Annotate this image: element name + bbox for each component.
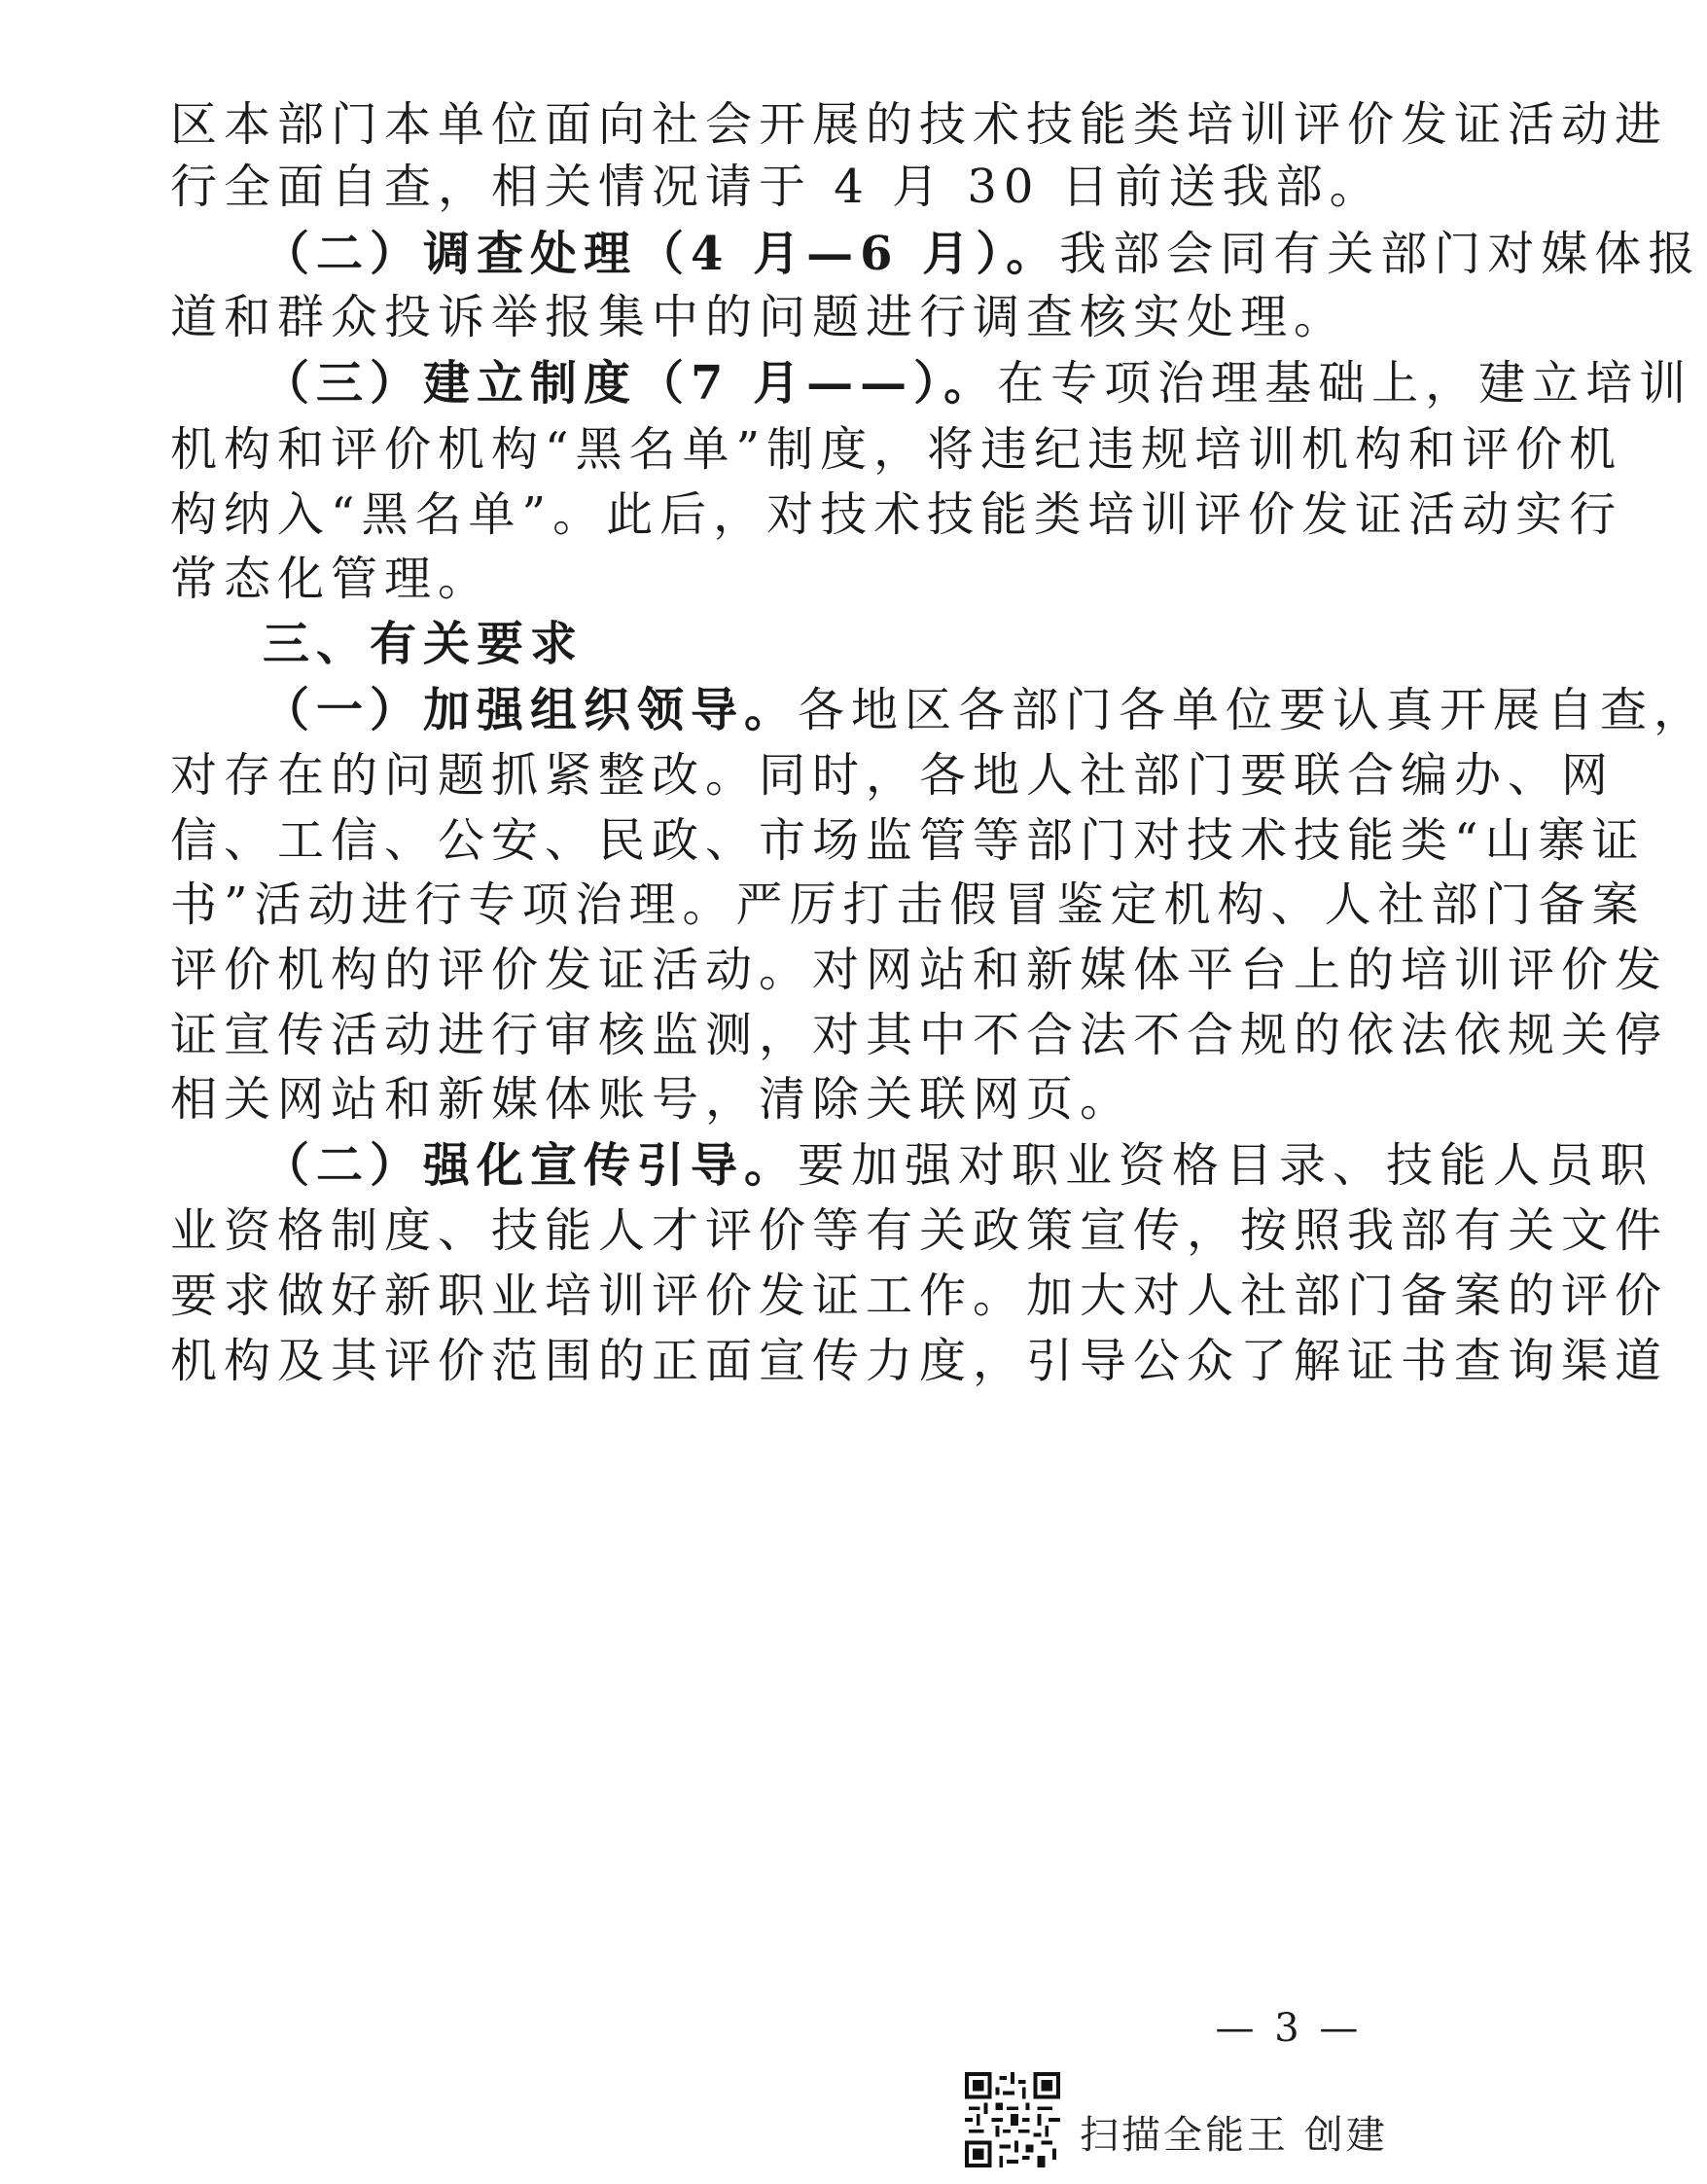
- paragraph-text: 各地区各部门各单位要认真开展自查，: [798, 683, 1707, 737]
- text-line: 构纳入“黑名单”。此后，对技术技能类培训评价发证活动实行: [170, 487, 1623, 542]
- text-line: 区本部门本单位面向社会开展的技术技能类培训评价发证活动进: [170, 97, 1669, 152]
- paragraph-investigation: [263, 225, 1702, 283]
- text-line: 常态化管理。: [170, 552, 492, 606]
- text-line: 信、工信、公安、民政、市场监管等部门对技术技能类“山寨证: [170, 813, 1646, 868]
- paragraph-text: 我部会同有关部门对媒体报: [1059, 227, 1702, 281]
- paragraph-publicity: [263, 1136, 1654, 1195]
- paragraph-label: （三）建立制度（7 月——）。: [263, 356, 998, 411]
- text-line: 相关网站和新媒体账号，清除关联网页。: [170, 1072, 1134, 1127]
- text-line: 书”活动进行专项治理。严厉打击假冒鉴定机构、人社部门备案: [170, 877, 1646, 932]
- paragraph-label: （一）加强组织领导。: [263, 683, 799, 737]
- qr-code-icon: [965, 2072, 1060, 2167]
- text-line: 道和群众投诉举报集中的问题进行调查核实处理。: [170, 290, 1348, 344]
- footer-brand-text: 扫描全能王 创建: [1080, 2113, 1388, 2158]
- text-line: 证宣传活动进行审核监测，对其中不合法不合规的依法依规关停: [170, 1008, 1669, 1062]
- text-line: 机构和评价机构“黑名单”制度，将违纪违规培训机构和评价机: [170, 422, 1623, 477]
- paragraph-text: 要加强对职业资格目录、技能人员职: [798, 1138, 1654, 1193]
- text-line: 机构及其评价范围的正面宣传力度，引导公众了解证书查询渠道: [170, 1334, 1669, 1388]
- paragraph-label: （二）调查处理（4 月—6 月）。: [263, 227, 1060, 281]
- paragraph-system: [263, 354, 1693, 412]
- text-line: 要求做好新职业培训评价发证工作。加大对人社部门备案的评价: [170, 1269, 1669, 1323]
- text-line: 评价机构的评价发证活动。对网站和新媒体平台上的培训评价发: [170, 943, 1669, 997]
- text-line: 行全面自查，相关情况请于 4 月 30 日前送我部。: [170, 160, 1383, 214]
- paragraph-text: 在专项治理基础上，建立培训: [997, 356, 1693, 411]
- section-heading: 三、有关要求: [263, 617, 585, 671]
- text-line: 对存在的问题抓紧整改。同时，各地人社部门要联合编办、网: [170, 748, 1616, 803]
- paragraph-label: （二）强化宣传引导。: [263, 1138, 799, 1193]
- paragraph-leadership: [263, 681, 1707, 739]
- text-line: 业资格制度、技能人才评价等有关政策宣传，按照我部有关文件: [170, 1203, 1669, 1258]
- page-number: — 3 —: [1215, 2006, 1363, 2051]
